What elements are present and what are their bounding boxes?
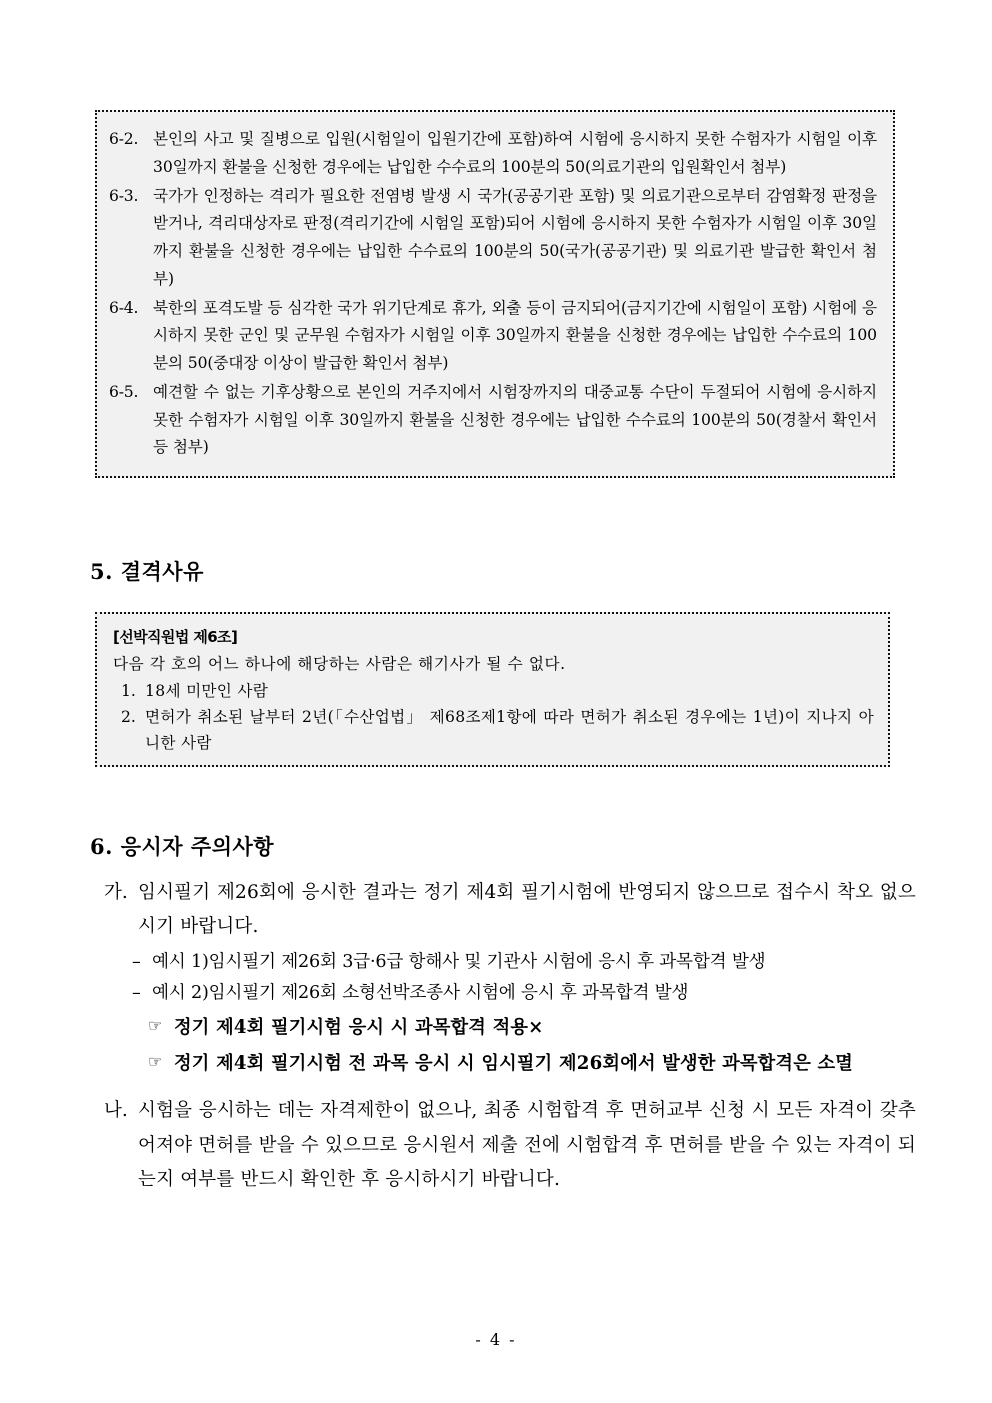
pointing-hand-icon: ☞ — [148, 1016, 163, 1036]
page-number: - 4 - — [475, 1330, 517, 1349]
law-item-number: 1. — [121, 682, 136, 701]
section-6-heading: 6. 응시자 주의사항 — [90, 834, 275, 859]
clause-number: 6-3. — [109, 186, 139, 205]
notice-item-marker: 나. — [104, 1100, 128, 1122]
clause-text: 북한의 포격도발 등 심각한 국가 위기단계로 휴가, 외출 등이 금지되어(금지기간에 시험일이 포함) 시험에 응시하지 못한 군인 및 군무원 수험자가 시험일 이후 30일까지 환불을 신청한 경우에는 납입한 수수료의 100분의 50(중대장 이상이 발급한 확인서 첨부) — [153, 298, 877, 372]
clause-row — [109, 295, 877, 378]
notice-example-1 — [132, 947, 916, 978]
clause-row — [109, 126, 877, 182]
notice-item-na — [104, 1094, 916, 1197]
law-item-text: 18세 미만인 사람 — [145, 682, 269, 701]
law-item — [121, 679, 874, 705]
notice-item-ga — [104, 876, 916, 945]
dash-marker: – — [132, 983, 141, 1004]
section-5-heading: 5. 결격사유 — [90, 559, 204, 584]
section-6-body — [104, 876, 916, 1200]
dash-marker: – — [132, 951, 141, 972]
refund-clause-box — [95, 110, 895, 478]
law-quote-box — [95, 612, 890, 767]
law-item-text: 면허가 취소된 날부터 2년(「수산업법」 제68조제1항에 따라 면허가 취소된 경우에는 1년)이 지나지 아니한 사람 — [145, 708, 874, 752]
notice-hand-note-1 — [148, 1011, 916, 1044]
law-title: [선박직원법 제6조] — [113, 628, 238, 646]
notice-item-text: 시험을 응시하는 데는 자격제한이 없으나, 최종 시험합격 후 면허교부 신청 시 모든 자격이 갖추어져야 면허를 받을 수 있으므로 응시원서 제출 전에 시험합격 후 면허를 받을 수 있는 자격이 되는지 여부를 반드시 확인한 후 응시하시기 바랍니다. — [138, 1100, 916, 1191]
pointing-hand-icon: ☞ — [148, 1051, 163, 1071]
law-lead-text: 다음 각 호의 어느 하나에 해당하는 사람은 해기사가 될 수 없다. — [113, 655, 566, 673]
clause-text: 예견할 수 없는 기후상황으로 본인의 거주지에서 시험장까지의 대중교통 수단이 두절되어 시험에 응시하지 못한 수험자가 시험일 이후 30일까지 환불을 신청한 경우에는 납입한 수수료의 100분의 50(경찰서 확인서 등 첨부) — [153, 382, 877, 457]
clause-text: 본인의 사고 및 질병으로 입원(시험일이 입원기간에 포함)하여 시험에 응시하지 못한 수험자가 시험일 이후 30일까지 환불을 신청한 경우에는 납입한 수수료의 100분의 50(의료기관의 입원확인서 첨부) — [153, 130, 877, 176]
clause-row — [109, 183, 877, 294]
hand-note-text: 정기 제4회 필기시험 전 과목 응시 시 임시필기 제26회에서 발생한 과목합격은 소멸 — [174, 1052, 854, 1074]
notice-example-2 — [132, 978, 916, 1009]
clause-row — [109, 379, 877, 462]
hand-note-text: 정기 제4회 필기시험 응시 시 과목합격 적용× — [174, 1017, 544, 1039]
clause-number: 6-5. — [109, 382, 139, 401]
example-text: 예시 2)임시필기 제26회 소형선박조종사 시험에 응시 후 과목합격 발생 — [152, 983, 689, 1004]
notice-hand-note-2 — [148, 1047, 916, 1080]
law-item-number: 2. — [121, 708, 136, 727]
clause-text: 국가가 인정하는 격리가 필요한 전염병 발생 시 국가(공공기관 포함) 및 의료기관으로부터 감염확정 판정을 받거나, 격리대상자로 판정(격리기간에 시험일 포함)되어 시험에 응시하지 못한 수험자가 시험일 이후 30일까지 환불을 신청한 경우에는 납입한 수수료의 100분의 50(국가(공공기관) 및 의료기관 발급한 확인서 첨부) — [153, 186, 877, 288]
clause-number: 6-4. — [109, 298, 139, 317]
notice-item-marker: 가. — [104, 882, 128, 903]
example-text: 예시 1)임시필기 제26회 3급·6급 항해사 및 기관사 시험에 응시 후 과목합격 발생 — [152, 951, 766, 972]
clause-number: 6-2. — [109, 130, 139, 148]
law-item — [121, 705, 874, 757]
notice-item-text: 임시필기 제26회에 응시한 결과는 정기 제4회 필기시험에 반영되지 않으므로 접수시 착오 없으시기 바랍니다. — [138, 882, 916, 938]
